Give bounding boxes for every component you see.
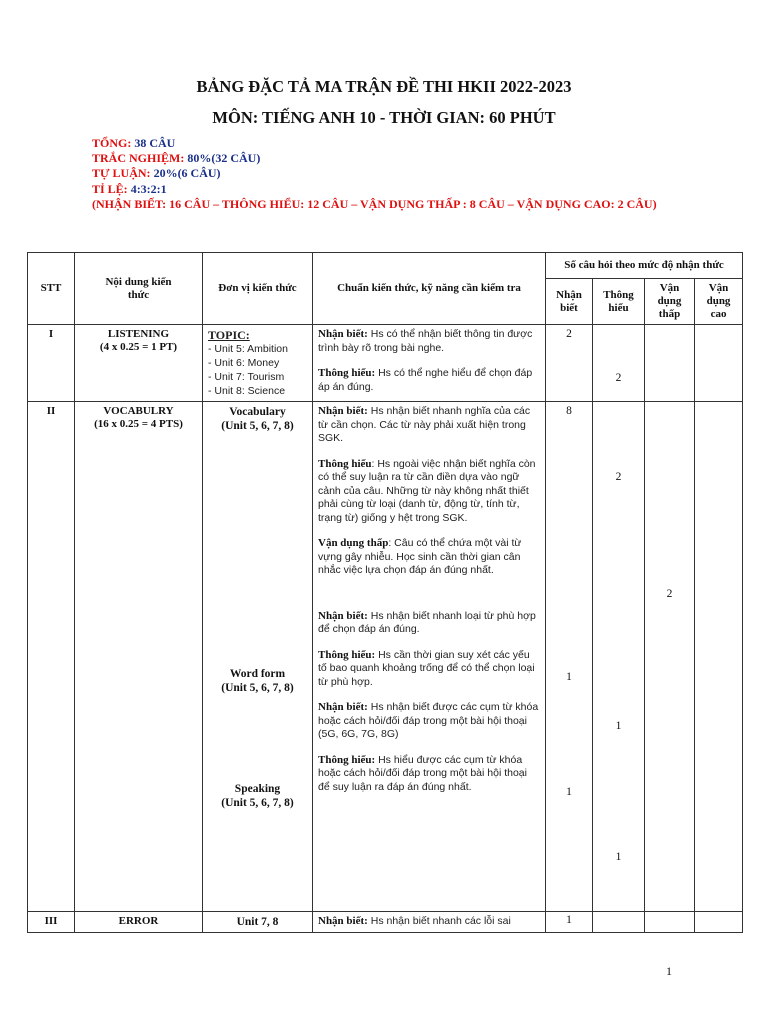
summary-total: TỔNG: 38 CÂU xyxy=(92,136,176,150)
header-th: Thông hiểu xyxy=(593,279,645,325)
table-row xyxy=(28,912,743,933)
row-unit: TOPIC: - Unit 5: Ambition - Unit 6: Money - Unit 7: Tourism - Unit 8: Science xyxy=(203,325,313,402)
cell-vdc xyxy=(695,912,743,933)
exam-summary xyxy=(92,136,692,212)
row-criteria: Nhận biết: Hs có thể nhận biết thông tin được trình bày rõ trong bài nghe. Thông hiểu: Hs có thể nghe hiểu để chọn đáp áp án đúng. xyxy=(313,325,546,402)
row-criteria: Nhận biết: Hs nhận biết nhanh các lỗi sai xyxy=(313,912,546,933)
row-unit: Unit 7, 8 xyxy=(203,912,313,933)
cell-th: 2 1 1 xyxy=(593,402,645,912)
cell-vdc xyxy=(695,325,743,402)
header-nb: Nhận biết xyxy=(546,279,593,325)
row-content: LISTENING (4 x 0.25 = 1 PT) xyxy=(75,325,203,402)
header-stt: STT xyxy=(28,253,75,325)
cell-vdt xyxy=(645,325,695,402)
row-content: ERROR xyxy=(75,912,203,933)
matrix-table xyxy=(27,252,743,933)
row-content: VOCABULRY (16 x 0.25 = 4 PTS) xyxy=(75,402,203,912)
cell-th xyxy=(593,912,645,933)
topic-label: TOPIC: xyxy=(208,328,250,342)
document-title: BẢNG ĐẶC TẢ MA TRẬN ĐỀ THI HKII 2022-2023 xyxy=(196,77,572,96)
page-number: 1 xyxy=(666,964,672,978)
document-subtitle: MÔN: TIẾNG ANH 10 - THỜI GIAN: 60 PHÚT xyxy=(212,108,556,127)
cell-vdc xyxy=(695,402,743,912)
header-criteria: Chuẩn kiến thức, kỹ năng cần kiểm tra xyxy=(313,253,546,325)
cell-nb: 2 xyxy=(546,325,593,402)
cell-nb: 1 xyxy=(546,912,593,933)
summary-essay: TỰ LUẬN: 20%(6 CÂU) xyxy=(92,166,221,181)
summary-breakdown: (NHẬN BIẾT: 16 CÂU – THÔNG HIỂU: 12 CÂU – VẬN DỤNG THẤP : 8 CÂU – VẬN DỤNG CAO: 2 CÂU) xyxy=(92,196,657,211)
row-unit: Vocabulary (Unit 5, 6, 7, 8) Word form (Unit 5, 6, 7, 8) Speaking (Unit 5, 6, 7, 8) xyxy=(203,402,313,912)
header-vdc: Vận dụng cao xyxy=(695,279,743,325)
row-stt: II xyxy=(28,402,75,912)
header-unit: Đơn vị kiến thức xyxy=(203,253,313,325)
row-stt: III xyxy=(28,912,75,933)
table-row xyxy=(28,325,743,402)
cell-vdt: 2 xyxy=(645,402,695,912)
header-content: Nội dung kiến thức xyxy=(75,253,203,325)
header-row-1 xyxy=(28,253,743,279)
row-criteria: Nhận biết: Hs nhận biết nhanh nghĩa của các từ cần chọn. Các từ này phải xuất hiện trong SGK. Thông hiểu: Hs ngoài việc nhận biết nghĩa còn có thể suy luận ra từ cần điền dựa vào ngữ cảnh của câu. Những từ này không nhất thiết phải cùng từ loại (danh từ, động từ, tính từ, trạng từ) giống y hệt trong SGK. Vận dụng thấp: Câu có thể chứa một vài từ vựng gây nhiễu. Học sinh cần thời gian cân nhắc việc lựa chọn đáp án đúng nhất. Nhận biết: Hs nhận biết nhanh loại từ phù hợp để chọn đáp án đúng. Thông hiểu: Hs cần thời gian suy xét các yếu tố bao quanh khoảng trống để có thể chọn loại từ phù hợp. Nhận biết: Hs nhận biết được các cụm từ khóa hoặc cách hỏi/đối đáp trong một bài hội thoại (5G, 6G, 7G, 8G) Thông hiểu: Hs hiểu được các cụm từ khóa hoặc cách hỏi/đối đáp trong một bài hội thoại để suy luận ra đáp án đúng nhất. xyxy=(313,402,546,912)
summary-ratio: TỈ LỆ: 4:3:2:1 xyxy=(92,181,167,196)
cell-vdt xyxy=(645,912,695,933)
cell-nb: 8 1 1 xyxy=(546,402,593,912)
row-stt: I xyxy=(28,325,75,402)
header-vdt: Vận dụng thấp xyxy=(645,279,695,325)
cell-th: 2 xyxy=(593,325,645,402)
summary-multiple-choice: TRẮC NGHIỆM: 80%(32 CÂU) xyxy=(92,151,261,166)
table-row xyxy=(28,402,743,912)
header-levels-group: Số câu hỏi theo mức độ nhận thức xyxy=(546,253,743,279)
